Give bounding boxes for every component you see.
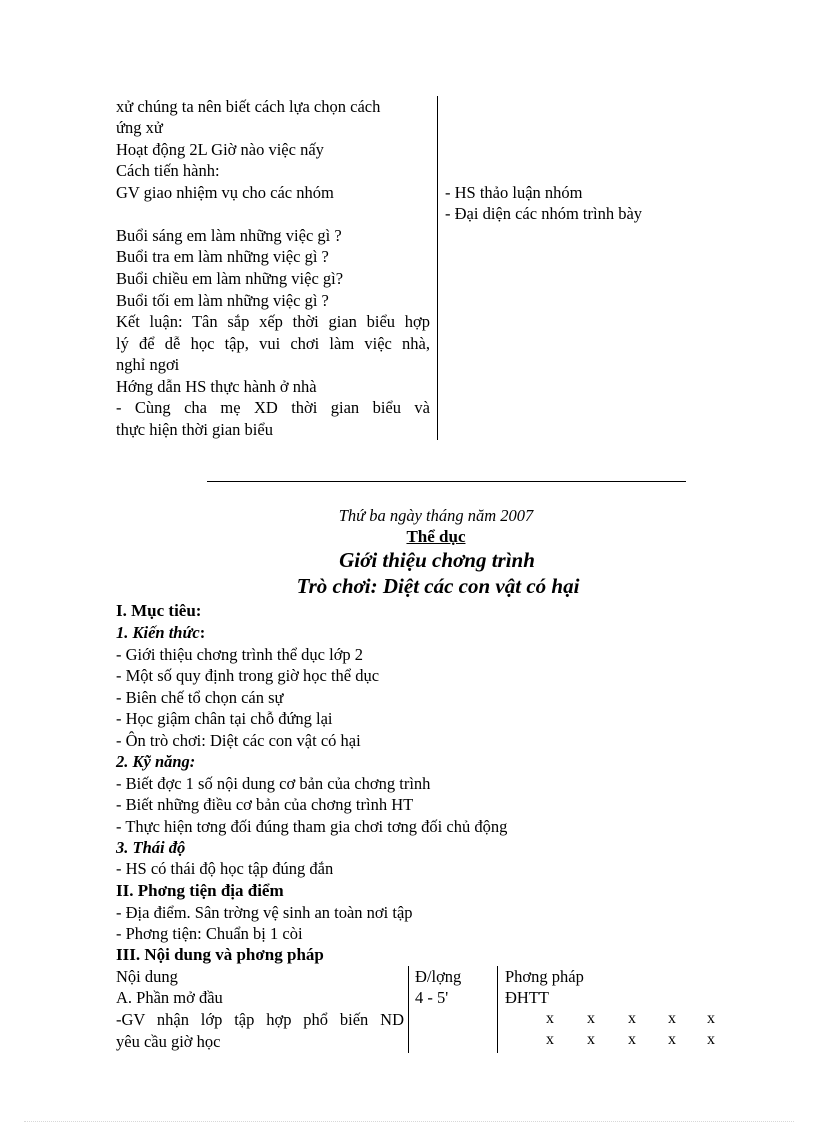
table-cell: ĐHTT — [505, 988, 549, 1007]
section-heading-objectives: I. Mục tiêu: — [116, 601, 202, 620]
subheading-knowledge — [116, 622, 205, 644]
column-header-amount: Đ/lợng — [415, 967, 462, 986]
top-left-line: thực hiện thời gian biểu — [116, 420, 273, 439]
subheading-knowledge-text: 1. Kiến thức — [116, 623, 200, 642]
formation-mark: x — [628, 1031, 636, 1048]
knowledge-item: - Giới thiệu chơng trình thể dục lớp 2 — [116, 645, 364, 664]
subheading-skills: 2. Kỹ năng: — [116, 752, 196, 771]
subheading-knowledge-colon: : — [199, 623, 206, 642]
subheading-attitude: 3. Thái độ — [116, 838, 186, 857]
section-heading-equipment: II. Phơng tiện địa điểm — [116, 881, 284, 900]
top-left-line: nghỉ ngơi — [116, 355, 180, 374]
formation-mark: x — [668, 1010, 676, 1027]
top-right-line: - Đại diện các nhóm trình bày — [445, 204, 643, 223]
top-right-line: - HS thảo luận nhóm — [445, 183, 583, 202]
page-edge — [24, 1121, 794, 1122]
formation-mark: x — [587, 1010, 595, 1027]
formation-mark: x — [668, 1031, 676, 1048]
equipment-item: - Địa điểm. Sân trờng vệ sinh an toàn nơi tập — [116, 903, 413, 922]
attitude-item: - HS có thái độ học tập đúng đắn — [116, 859, 334, 878]
section-separator — [207, 481, 686, 482]
top-left-line: - Cùng cha mẹ XD thời gian biểu và — [116, 398, 430, 417]
lesson-subtitle: Trò chơi: Diệt các con vật có hại — [296, 574, 580, 598]
lesson-title: Giới thiệu chơng trình — [339, 548, 535, 572]
lesson-date: Thứ ba ngày tháng năm 2007 — [338, 506, 534, 525]
formation-mark: x — [628, 1010, 636, 1027]
formation-mark: x — [707, 1031, 715, 1048]
top-left-line: Buổi chiều em làm những việc gì? — [116, 269, 344, 288]
formation-mark: x — [546, 1031, 554, 1048]
knowledge-item: - Học giậm chân tại chỗ đứng lại — [116, 709, 333, 728]
formation-mark: x — [587, 1031, 595, 1048]
top-left-line: ứng xử — [116, 118, 163, 137]
skills-item: - Thực hiện tơng đối đúng tham gia chơi tơng đối chủ động — [116, 817, 508, 836]
equipment-item: - Phơng tiện: Chuẩn bị 1 còi — [116, 924, 303, 943]
top-left-line: Hớng dẫn HS thực hành ở nhà — [116, 377, 317, 396]
top-left-line: Buổi tối em làm những việc gì ? — [116, 291, 329, 310]
column-divider — [437, 96, 438, 440]
formation-mark: x — [707, 1010, 715, 1027]
top-left-line: GV giao nhiệm vụ cho các nhóm — [116, 183, 334, 202]
knowledge-item: - Một số quy định trong giờ học thể dục — [116, 666, 380, 685]
column-divider — [408, 966, 409, 1053]
top-left-line: xử chúng ta nên biết cách lựa chọn cách — [116, 97, 381, 116]
column-divider — [497, 966, 498, 1053]
top-left-line: Hoạt động 2L Giờ nào việc nấy — [116, 140, 324, 159]
table-cell: yêu cầu giờ học — [116, 1032, 221, 1051]
top-left-line: Buổi tra em làm những việc gì ? — [116, 247, 329, 266]
knowledge-item: - Ôn trò chơi: Diệt các con vật có hại — [116, 731, 361, 750]
skills-item: - Biết những điều cơ bản của chơng trình HT — [116, 795, 414, 814]
top-left-line: Kết luận: Tân sắp xếp thời gian biểu hợp — [116, 312, 430, 331]
top-left-line: Buổi sáng em làm những việc gì ? — [116, 226, 342, 245]
formation-mark: x — [546, 1010, 554, 1027]
skills-item: - Biết đợc 1 số nội dung cơ bản của chơng trình — [116, 774, 431, 793]
column-header-content: Nội dung — [116, 967, 178, 986]
table-cell: 4 - 5' — [415, 988, 449, 1007]
section-heading-content: III. Nội dung và phơng pháp — [116, 945, 324, 964]
table-cell: -GV nhận lớp tập hợp phổ biến ND — [116, 1010, 404, 1029]
knowledge-item: - Biên chế tổ chọn cán sự — [116, 688, 284, 707]
column-header-method: Phơng pháp — [505, 967, 584, 986]
top-left-line: Cách tiến hành: — [116, 161, 220, 180]
lesson-subject: Thể dục — [406, 527, 466, 546]
table-cell: A. Phần mở đầu — [116, 988, 223, 1007]
top-left-line: lý để dễ học tập, vui chơi làm việc nhà, — [116, 334, 430, 353]
